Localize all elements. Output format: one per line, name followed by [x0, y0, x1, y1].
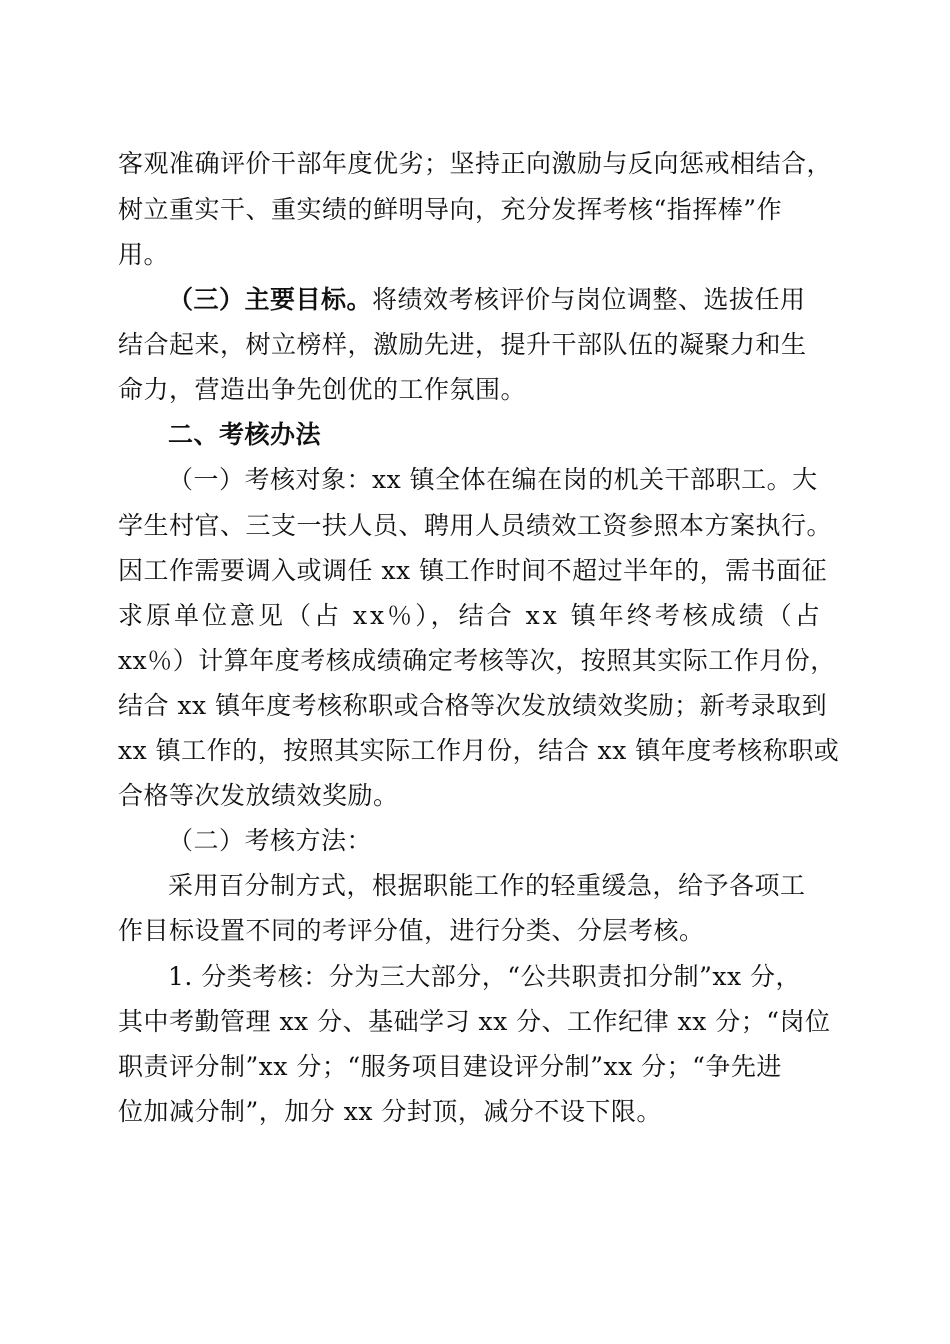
body-text: 将绩效考核评价与岗位调整、选拔任用 [372, 285, 806, 314]
body-text-line: 1. 分类考核：分为三大部分，“公共职责扣分制”xx 分， [168, 962, 802, 991]
subsection-heading: （二）考核方法： [168, 826, 373, 855]
body-text-line: 作目标设置不同的考评分值，进行分类、分层考核。 [118, 916, 705, 945]
subsection-heading-line [168, 285, 838, 315]
body-text-line: 命力，营造出争先创优的工作氛围。 [118, 375, 527, 404]
body-text-line: 学生村官、三支一扶人员、聘用人员绩效工资参照本方案执行。 [118, 511, 833, 540]
body-text-line: 位加减分制”，加分 xx 分封顶，减分不设下限。 [118, 1097, 662, 1126]
body-text-line: xx％）计算年度考核成绩确定考核等次，按照其实际工作月份， [118, 646, 836, 675]
body-text-line: 因工作需要调入或调任 xx 镇工作时间不超过半年的，需书面征 [118, 556, 828, 585]
body-text-line: 结合 xx 镇年度考核称职或合格等次发放绩效奖励；新考录取到 [118, 691, 828, 720]
body-text-line: （一）考核对象：xx 镇全体在编在岗的机关干部职工。大 [168, 465, 818, 494]
body-text-line: 结合起来，树立榜样，激励先进，提升干部队伍的凝聚力和生 [118, 330, 807, 359]
subsection-heading: （三）主要目标。 [168, 285, 373, 314]
body-text-line: 用。 [118, 240, 170, 269]
body-text-line: 其中考勤管理 xx 分、基础学习 xx 分、工作纪律 xx 分；“岗位 [118, 1007, 831, 1036]
body-text-line: 求原单位意见（占 xx％），结合 xx 镇年终考核成绩（占 [118, 601, 823, 630]
body-text-line: 树立重实干、重实绩的鲜明导向，充分发挥考核“指挥棒”作 [118, 195, 783, 224]
body-text-line: 客观准确评价干部年度优劣；坚持正向激励与反向惩戒相结合， [118, 149, 833, 178]
body-text-line: 职责评分制”xx 分；“服务项目建设评分制”xx 分；“争先进 [118, 1052, 782, 1081]
body-text-line: xx 镇工作的，按照其实际工作月份，结合 xx 镇年度考核称职或 [118, 736, 840, 765]
section-heading: 二、考核办法 [168, 420, 322, 449]
body-text-line: 采用百分制方式，根据职能工作的轻重缓急，给予各项工 [168, 871, 806, 900]
body-text-line: 合格等次发放绩效奖励。 [118, 781, 399, 810]
